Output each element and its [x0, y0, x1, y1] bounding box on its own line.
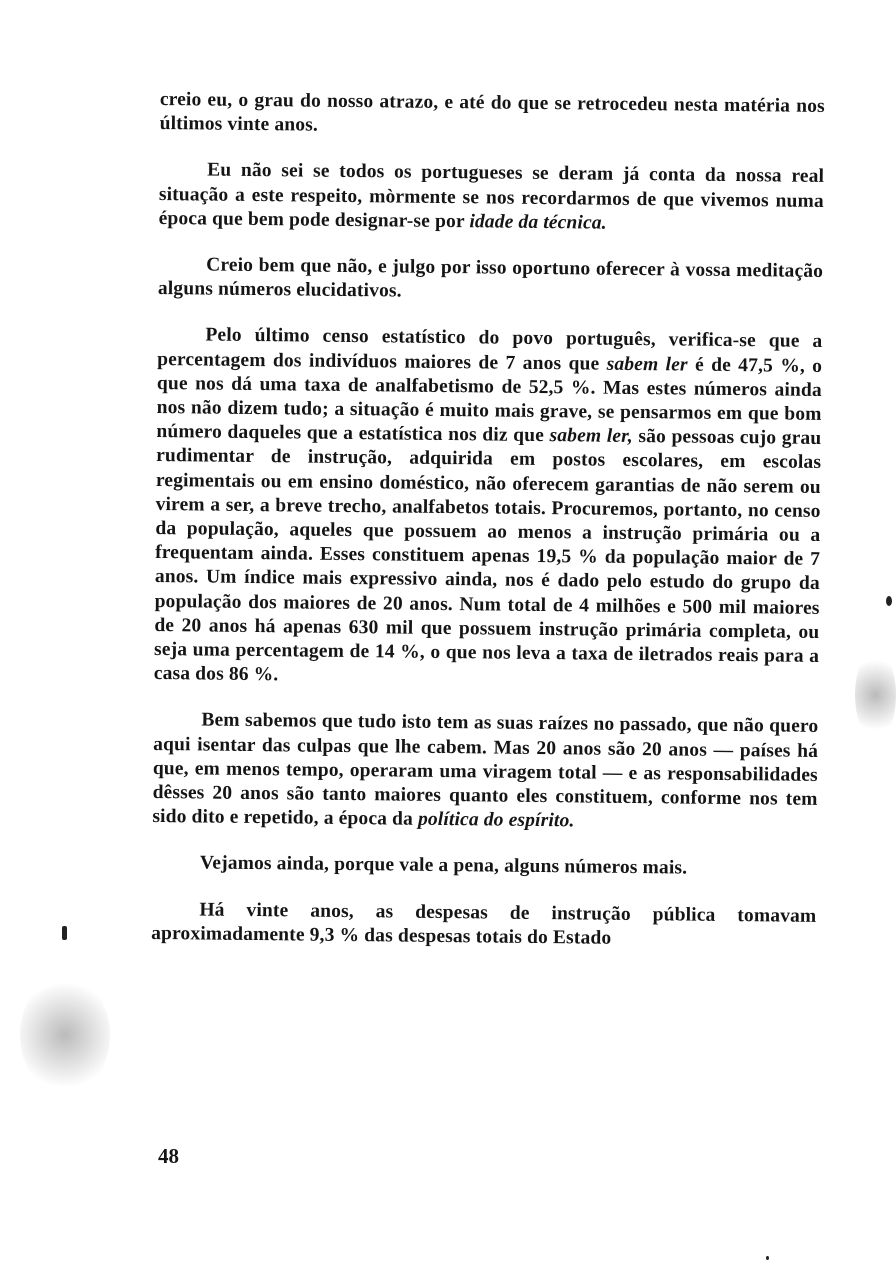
text-segment: Há vinte anos, as despesas de instrução pública tomavam aproximadamente 9,3 % das despesas totais do Estado	[151, 899, 817, 949]
paragraph-5	[152, 708, 818, 836]
body-text	[151, 88, 825, 975]
text-segment: Pelo último censo estatístico do povo português, verifica-se que a percentagem dos indivíduos maiores de 7 anos que	[157, 324, 823, 375]
page-number: 48	[158, 1144, 179, 1168]
paragraph-4	[154, 323, 823, 693]
italic-phrase: idade da técnica.	[469, 211, 607, 234]
scan-speck	[62, 926, 67, 940]
scan-noise	[20, 975, 110, 1095]
italic-phrase: sabem ler,	[549, 425, 633, 448]
text-segment: Eu não sei se todos os portugueses se deram já conta da nossa real situação a este respeito, mòrmente se nos recordarmos de que vivemos numa época que bem pode designar-se por	[158, 159, 825, 233]
text-segment: Creio bem que não, e julgo por isso oportuno oferecer à vossa meditação alguns números elucidativos.	[157, 254, 824, 302]
scan-speck	[766, 1256, 769, 1260]
paragraph-7	[151, 898, 816, 953]
paragraph-6	[152, 851, 817, 882]
paragraph-3	[158, 253, 823, 308]
text-segment: Vejamos ainda, porque vale a pena, alguns números mais.	[199, 852, 688, 880]
scan-noise	[855, 650, 896, 740]
text-segment: creio eu, o grau do nosso atrazo, e até do que se retrocedeu nesta matéria nos últimos vinte anos.	[159, 88, 825, 136]
text-segment: é de 47,5 %, o que nos dá uma taxa de analfabetismo de 52,5 %. Mas estes números ainda nos não dizem tudo; a situação é muito mais grave, se pensarmos em que bom número daqueles que a estatística nos diz que	[156, 354, 823, 447]
italic-phrase: sabem ler	[606, 353, 688, 376]
text-segment: são pessoas cujo grau rudimentar de instrução, adquirida em postos escolares, em escolas regimentais ou em ensino doméstico, não oferecem garantias de não serem ou virem a ser, a breve trecho, analfabetos totais. Procuremos, portanto, no censo da população, aqueles que possuem ao menos a instrução primária ou a frequentam ainda. Esses constituem apenas 19,5 % da população maior de 7 anos. Um índice mais expressivo ainda, nos é dado pelo estudo do grupo da população dos maiores de 20 anos. Num total de 4 milhões e 500 mil maiores de 20 anos há apenas 630 mil que possuem instrução primária completa, ou seja uma percentagem de 14 %, o que nos leva a taxa de iletrados reais para a casa dos 86 %.	[153, 426, 822, 686]
paragraph-1	[159, 88, 824, 143]
text-segment: Bem sabemos que tudo isto tem as suas raízes no passado, que não quero aqui isentar das culpas que lhe cabem. Mas 20 anos são 20 anos — países há que, em menos tempo, operaram uma viragem total — e as responsabilidades dêsses 20 anos são tanto maiores quanto eles constituem, conforme nos tem sido dito e repetido, a época da	[152, 709, 819, 831]
scan-speck	[886, 596, 892, 606]
italic-phrase: política do espírito.	[417, 809, 575, 832]
paragraph-2	[159, 158, 825, 238]
